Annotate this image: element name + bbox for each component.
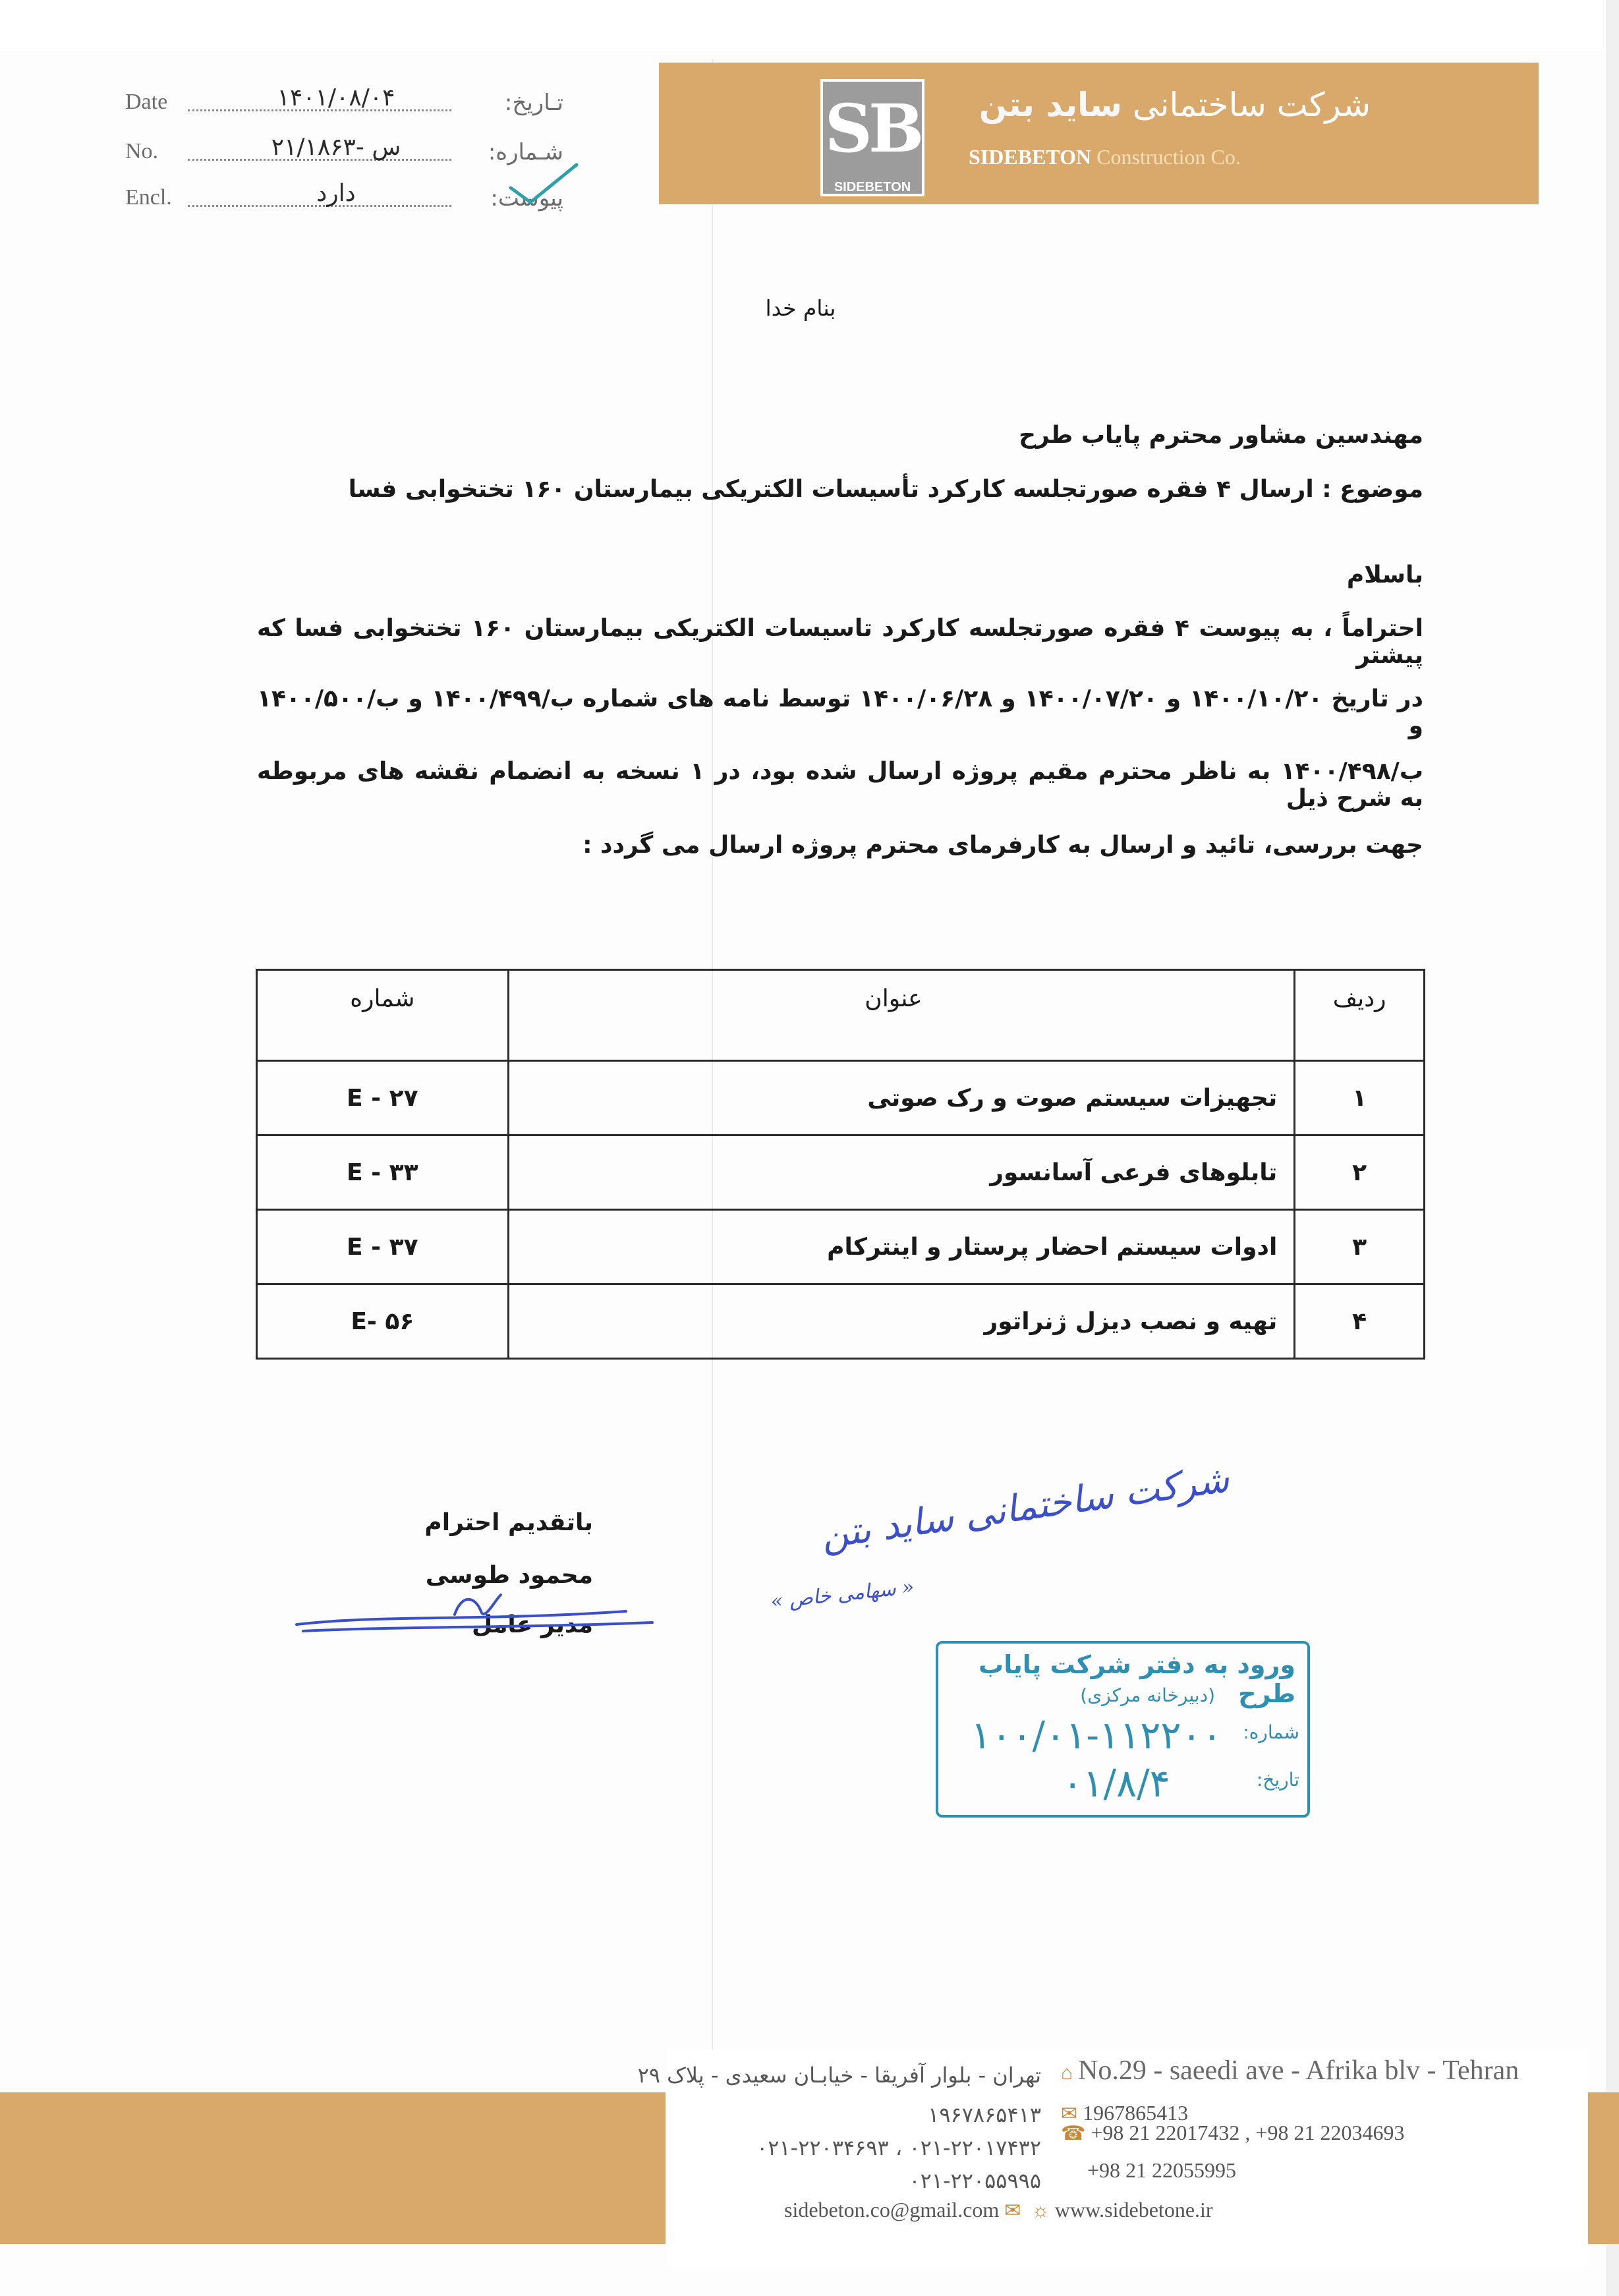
company-seal-signature (283, 1457, 1232, 1654)
row-radif: ۱ (1295, 1061, 1425, 1135)
number-label-en: No. (125, 139, 159, 163)
globe-icon: ☼ (1031, 2200, 1050, 2222)
logo-caption: SIDEBETON (834, 180, 911, 194)
greeting: باسلام (1346, 561, 1423, 588)
row-title: تابلوهای فرعی آسانسور (508, 1135, 1295, 1210)
company-name-en-rest: Construction Co. (1096, 145, 1241, 169)
row-number: E - ۳۷ (257, 1210, 509, 1284)
meta-enclosure-row (125, 180, 563, 215)
row-title: ادوات سیستم احضار پرستار و اینترکام (508, 1210, 1295, 1284)
row-radif: ۴ (1295, 1284, 1425, 1359)
company-name-fa (962, 86, 1371, 124)
footer-website[interactable]: www.sidebetone.ir (1054, 2198, 1213, 2222)
stamp-number-label: شماره: (1243, 1721, 1299, 1743)
company-name-fa-prefix: شرکت ساختمانی (1132, 86, 1371, 124)
row-number: E- ۵۶ (257, 1284, 509, 1359)
footer-address-en (1061, 2055, 1519, 2086)
row-title: تجهیزات سیستم صوت و رک صوتی (508, 1061, 1295, 1135)
table-header-row (257, 970, 1425, 1061)
header-radif: ردیف (1295, 970, 1425, 1061)
footer-address-fa: تهران - بلوار آفریقا - خیابـان سعیدی - پلاک ۲۹ (637, 2063, 1041, 2088)
letterhead-band (659, 63, 1539, 204)
logo-mark: SB (824, 90, 921, 167)
home-icon: ⌂ (1061, 2062, 1073, 2084)
row-radif: ۳ (1295, 1210, 1425, 1284)
table-row (257, 1061, 1425, 1135)
table-row (257, 1135, 1425, 1210)
header-title: عنوان (508, 970, 1295, 1061)
company-logo (820, 79, 924, 196)
subject-line: موضوع : ارسال ۴ فقره صورتجلسه کارکرد تأسیسات الکتریکی بیمارستان ۱۶۰ تختخوابی فسا (348, 476, 1423, 503)
seal-script-text: شرکت ساختمانی ساید بتن (818, 1457, 1232, 1558)
meta-number-row (125, 134, 563, 169)
bismillah: بنام خدا (765, 295, 836, 321)
row-title: تهیه و نصب دیزل ژنراتور (508, 1284, 1295, 1359)
closing-phrase: باتقدیم احترام (424, 1509, 593, 1536)
meta-date-row (125, 84, 563, 120)
stamp-date-value: ۰۱/۸/۴ (1062, 1761, 1170, 1806)
items-table (256, 969, 1425, 1360)
date-value: ۱۴۰۱/۰۸/۰۴ (277, 84, 395, 111)
body-line-2: در تاریخ ۱۴۰۰/۱۰/۲۰ و ۱۴۰۰/۰۷/۲۰ و ۱۴۰۰/۰۶/۲۸ توسط نامه های شماره ب/۱۴۰۰/۴۹۹ و ب/۱۴۰۰/۵۰۰ و (257, 685, 1423, 739)
seal-script-subtext: « سهامی خاص » (769, 1575, 915, 1614)
page-right-edge (1606, 0, 1619, 2296)
email-icon: ✉ (1004, 2200, 1021, 2222)
date-label-en: Date (125, 90, 168, 114)
footer-address-en-text: No.29 - saeedi ave - Afrika blv - Tehran (1078, 2055, 1520, 2086)
enclosure-label-en: Encl. (125, 185, 172, 210)
row-radif: ۲ (1295, 1135, 1425, 1210)
stamp-subtitle: (دبیرخانه مرکزی) (1080, 1684, 1215, 1706)
footer-email-web (784, 2198, 1213, 2222)
recipient: مهندسین مشاور محترم پایاب طرح (1019, 422, 1423, 449)
phone-icon: ☎ (1061, 2123, 1086, 2144)
header-number: شماره (257, 970, 509, 1061)
page-top-margin (0, 0, 1619, 51)
body-line-3: ب/۱۴۰۰/۴۹۸ به ناظر محترم مقیم پروژه ارسال شده بود، در ۱ نسخه به انضمام نقشه های مربوطه به شرح ذیل (257, 758, 1423, 812)
body-line-4: جهت بررسی، تائید و ارسال به کارفرمای محترم پروژه ارسال می گردد : (582, 832, 1423, 859)
stamp-title: ورود به دفتر شرکت پایاب طرح (979, 1650, 1295, 1708)
footer-phone-fa: ۰۲۱-۲۲۰۱۷۴۳۲ ، ۰۲۱-۲۲۰۳۴۶۹۳ (756, 2135, 1041, 2160)
footer-postal-en-text: 1967865413 (1083, 2101, 1189, 2125)
stamp-date-label: تاریخ: (1256, 1769, 1299, 1791)
signer-name: محمود طوسی (425, 1562, 593, 1589)
stamp-number-value: ۱۰۰/۰۱-۱۱۲۲۰۰ (971, 1713, 1222, 1758)
date-label-fa: تـاریخ: (504, 90, 563, 116)
company-name-fa-brand: ساید بتن (979, 86, 1122, 124)
row-number: E - ۲۷ (257, 1061, 509, 1135)
number-label-fa: شـماره: (488, 139, 563, 165)
incoming-receipt-stamp (936, 1641, 1310, 1818)
footer-email[interactable]: sidebeton.co@gmail.com (784, 2198, 1000, 2222)
footer-phone-en-text: +98 21 22017432 , +98 21 22034693 (1091, 2121, 1405, 2144)
company-name-en (969, 145, 1377, 169)
footer-fax-en: +98 21 22055995 (1087, 2158, 1237, 2182)
enclosure-label-fa: پیوست: (490, 185, 563, 212)
signer-title: مدیر عامل (471, 1611, 593, 1638)
checkmark-icon (507, 161, 580, 208)
footer-fax-fa: ۰۲۱-۲۲۰۵۵۹۹۵ (909, 2168, 1041, 2193)
body-line-1: احتراماً ، به پیوست ۴ فقره صورتجلسه کارکرد تاسیسات الکتریکی بیمارستان ۱۶۰ تختخوابی فسا که پیشتر (257, 615, 1423, 669)
footer-phone-en (1061, 2121, 1404, 2145)
enclosure-value: دارد (316, 180, 356, 207)
footer-postal-fa: ۱۹۶۷۸۶۵۴۱۳ (928, 2102, 1041, 2127)
table-row (257, 1284, 1425, 1359)
number-value: ۲۱/۱۸۶۳- س (271, 134, 401, 161)
mailbox-icon: ✉ (1061, 2103, 1078, 2125)
table-row (257, 1210, 1425, 1284)
row-number: E - ۳۳ (257, 1135, 509, 1210)
company-name-en-bold: SIDEBETON (969, 145, 1092, 169)
